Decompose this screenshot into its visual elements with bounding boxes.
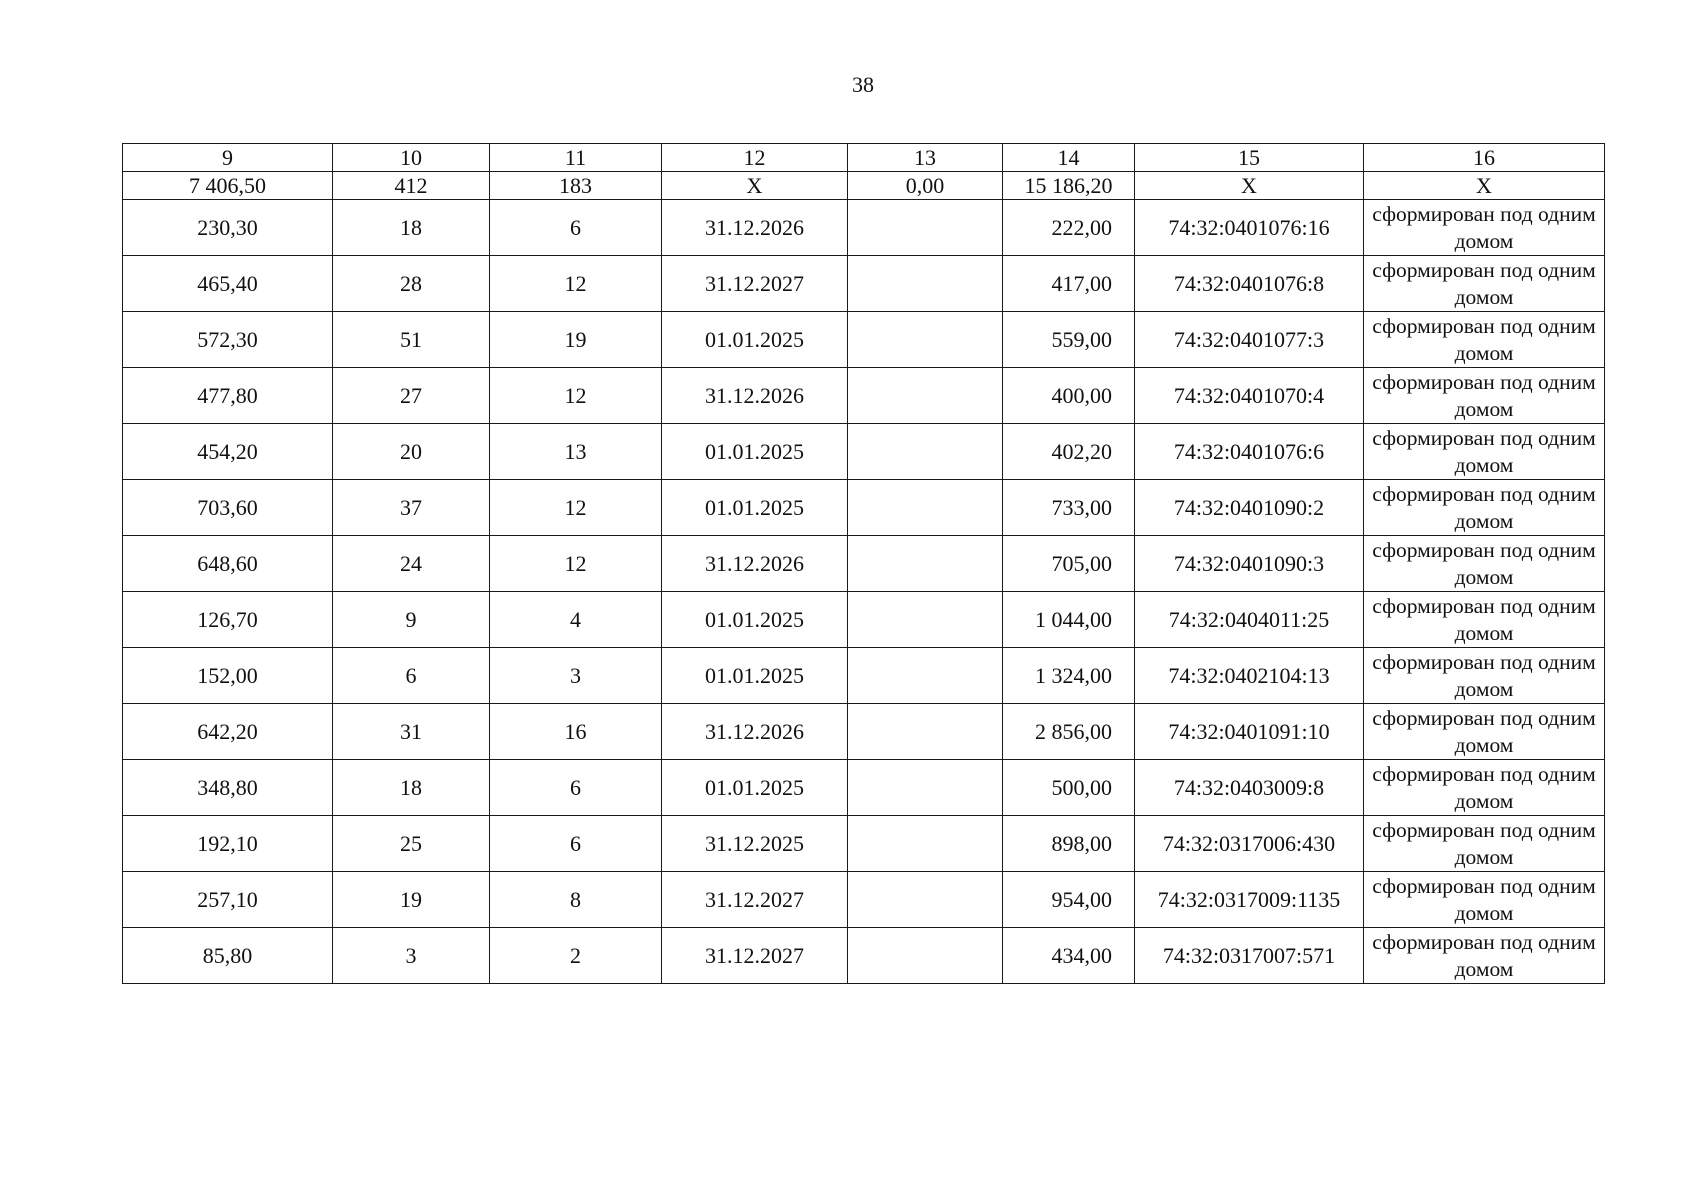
value-cell — [848, 480, 1003, 536]
total-cell: X — [1135, 172, 1364, 200]
value-cell — [848, 704, 1003, 760]
total-cell: 183 — [490, 172, 662, 200]
date-cell: 01.01.2025 — [662, 760, 848, 816]
count-cell: 6 — [490, 760, 662, 816]
table-row — [123, 536, 1605, 592]
total-cell: X — [1364, 172, 1605, 200]
column-number: 13 — [848, 144, 1003, 172]
count-cell: 12 — [490, 256, 662, 312]
land-area-cell: 705,00 — [1003, 536, 1135, 592]
count-cell: 9 — [333, 592, 490, 648]
area-cell: 703,60 — [123, 480, 333, 536]
column-number: 14 — [1003, 144, 1135, 172]
value-cell — [848, 256, 1003, 312]
date-cell: 01.01.2025 — [662, 592, 848, 648]
value-cell — [848, 760, 1003, 816]
page-number: 38 — [852, 72, 874, 97]
count-cell: 6 — [333, 648, 490, 704]
column-number: 12 — [662, 144, 848, 172]
date-cell: 01.01.2025 — [662, 312, 848, 368]
date-cell: 01.01.2025 — [662, 648, 848, 704]
table-row — [123, 648, 1605, 704]
count-cell: 16 — [490, 704, 662, 760]
date-cell: 31.12.2026 — [662, 200, 848, 256]
note-cell: сформирован под одним домом — [1364, 200, 1605, 256]
note-cell: сформирован под одним домом — [1364, 872, 1605, 928]
cadastral-number-cell: 74:32:0402104:13 — [1135, 648, 1364, 704]
count-cell: 3 — [333, 928, 490, 984]
count-cell: 13 — [490, 424, 662, 480]
count-cell: 3 — [490, 648, 662, 704]
area-cell: 477,80 — [123, 368, 333, 424]
value-cell — [848, 312, 1003, 368]
date-cell: 31.12.2027 — [662, 872, 848, 928]
value-cell — [848, 424, 1003, 480]
cadastral-number-cell: 74:32:0401076:6 — [1135, 424, 1364, 480]
value-cell — [848, 368, 1003, 424]
area-cell: 257,10 — [123, 872, 333, 928]
land-area-cell: 559,00 — [1003, 312, 1135, 368]
cadastral-number-cell: 74:32:0401076:8 — [1135, 256, 1364, 312]
land-area-cell: 954,00 — [1003, 872, 1135, 928]
land-area-cell: 500,00 — [1003, 760, 1135, 816]
value-cell — [848, 200, 1003, 256]
total-cell: 7 406,50 — [123, 172, 333, 200]
table-row — [123, 256, 1605, 312]
area-cell: 648,60 — [123, 536, 333, 592]
total-cell: 412 — [333, 172, 490, 200]
note-cell: сформирован под одним домом — [1364, 760, 1605, 816]
table-row — [123, 480, 1605, 536]
table-row — [123, 592, 1605, 648]
count-cell: 19 — [333, 872, 490, 928]
note-cell: сформирован под одним домом — [1364, 928, 1605, 984]
table-body — [123, 200, 1605, 984]
area-cell: 465,40 — [123, 256, 333, 312]
count-cell: 12 — [490, 480, 662, 536]
note-cell: сформирован под одним домом — [1364, 480, 1605, 536]
count-cell: 18 — [333, 760, 490, 816]
total-cell: 0,00 — [848, 172, 1003, 200]
note-cell: сформирован под одним домом — [1364, 816, 1605, 872]
value-cell — [848, 872, 1003, 928]
cadastral-number-cell: 74:32:0401090:2 — [1135, 480, 1364, 536]
count-cell: 31 — [333, 704, 490, 760]
land-area-cell: 733,00 — [1003, 480, 1135, 536]
cadastral-number-cell: 74:32:0401070:4 — [1135, 368, 1364, 424]
area-cell: 192,10 — [123, 816, 333, 872]
area-cell: 230,30 — [123, 200, 333, 256]
table-row — [123, 760, 1605, 816]
date-cell: 31.12.2026 — [662, 368, 848, 424]
cadastral-number-cell: 74:32:0401090:3 — [1135, 536, 1364, 592]
value-cell — [848, 592, 1003, 648]
data-table — [122, 143, 1605, 984]
cadastral-number-cell: 74:32:0317007:571 — [1135, 928, 1364, 984]
note-cell: сформирован под одним домом — [1364, 648, 1605, 704]
date-cell: 01.01.2025 — [662, 480, 848, 536]
area-cell: 126,70 — [123, 592, 333, 648]
date-cell: 31.12.2026 — [662, 536, 848, 592]
land-area-cell: 1 044,00 — [1003, 592, 1135, 648]
land-area-cell: 402,20 — [1003, 424, 1135, 480]
column-number: 10 — [333, 144, 490, 172]
cadastral-number-cell: 74:32:0317009:1135 — [1135, 872, 1364, 928]
value-cell — [848, 816, 1003, 872]
count-cell: 12 — [490, 368, 662, 424]
count-cell: 4 — [490, 592, 662, 648]
land-area-cell: 1 324,00 — [1003, 648, 1135, 704]
column-number: 11 — [490, 144, 662, 172]
land-area-cell: 898,00 — [1003, 816, 1135, 872]
count-cell: 18 — [333, 200, 490, 256]
land-area-cell: 222,00 — [1003, 200, 1135, 256]
count-cell: 25 — [333, 816, 490, 872]
table-row — [123, 200, 1605, 256]
count-cell: 12 — [490, 536, 662, 592]
cadastral-number-cell: 74:32:0401077:3 — [1135, 312, 1364, 368]
count-cell: 6 — [490, 816, 662, 872]
count-cell: 19 — [490, 312, 662, 368]
area-cell: 85,80 — [123, 928, 333, 984]
count-cell: 6 — [490, 200, 662, 256]
table-row — [123, 312, 1605, 368]
count-cell: 2 — [490, 928, 662, 984]
area-cell: 348,80 — [123, 760, 333, 816]
date-cell: 31.12.2027 — [662, 256, 848, 312]
area-cell: 572,30 — [123, 312, 333, 368]
table-row — [123, 928, 1605, 984]
date-cell: 31.12.2026 — [662, 704, 848, 760]
cadastral-number-cell: 74:32:0403009:8 — [1135, 760, 1364, 816]
note-cell: сформирован под одним домом — [1364, 592, 1605, 648]
column-number-row — [123, 144, 1605, 172]
totals-row — [123, 172, 1605, 200]
count-cell: 51 — [333, 312, 490, 368]
table-row — [123, 704, 1605, 760]
column-number: 15 — [1135, 144, 1364, 172]
table-row — [123, 872, 1605, 928]
area-cell: 454,20 — [123, 424, 333, 480]
date-cell: 31.12.2025 — [662, 816, 848, 872]
land-area-cell: 434,00 — [1003, 928, 1135, 984]
table-row — [123, 816, 1605, 872]
value-cell — [848, 536, 1003, 592]
area-cell: 152,00 — [123, 648, 333, 704]
count-cell: 28 — [333, 256, 490, 312]
cadastral-number-cell: 74:32:0404011:25 — [1135, 592, 1364, 648]
note-cell: сформирован под одним домом — [1364, 256, 1605, 312]
column-number: 16 — [1364, 144, 1605, 172]
note-cell: сформирован под одним домом — [1364, 704, 1605, 760]
count-cell: 8 — [490, 872, 662, 928]
note-cell: сформирован под одним домом — [1364, 368, 1605, 424]
value-cell — [848, 928, 1003, 984]
note-cell: сформирован под одним домом — [1364, 424, 1605, 480]
cadastral-number-cell: 74:32:0401076:16 — [1135, 200, 1364, 256]
cadastral-number-cell: 74:32:0401091:10 — [1135, 704, 1364, 760]
date-cell: 31.12.2027 — [662, 928, 848, 984]
total-cell: X — [662, 172, 848, 200]
value-cell — [848, 648, 1003, 704]
count-cell: 37 — [333, 480, 490, 536]
count-cell: 20 — [333, 424, 490, 480]
note-cell: сформирован под одним домом — [1364, 312, 1605, 368]
land-area-cell: 417,00 — [1003, 256, 1135, 312]
table-row — [123, 368, 1605, 424]
land-area-cell: 2 856,00 — [1003, 704, 1135, 760]
table-row — [123, 424, 1605, 480]
date-cell: 01.01.2025 — [662, 424, 848, 480]
column-number: 9 — [123, 144, 333, 172]
count-cell: 24 — [333, 536, 490, 592]
count-cell: 27 — [333, 368, 490, 424]
area-cell: 642,20 — [123, 704, 333, 760]
cadastral-number-cell: 74:32:0317006:430 — [1135, 816, 1364, 872]
note-cell: сформирован под одним домом — [1364, 536, 1605, 592]
total-cell: 15 186,20 — [1003, 172, 1135, 200]
land-area-cell: 400,00 — [1003, 368, 1135, 424]
